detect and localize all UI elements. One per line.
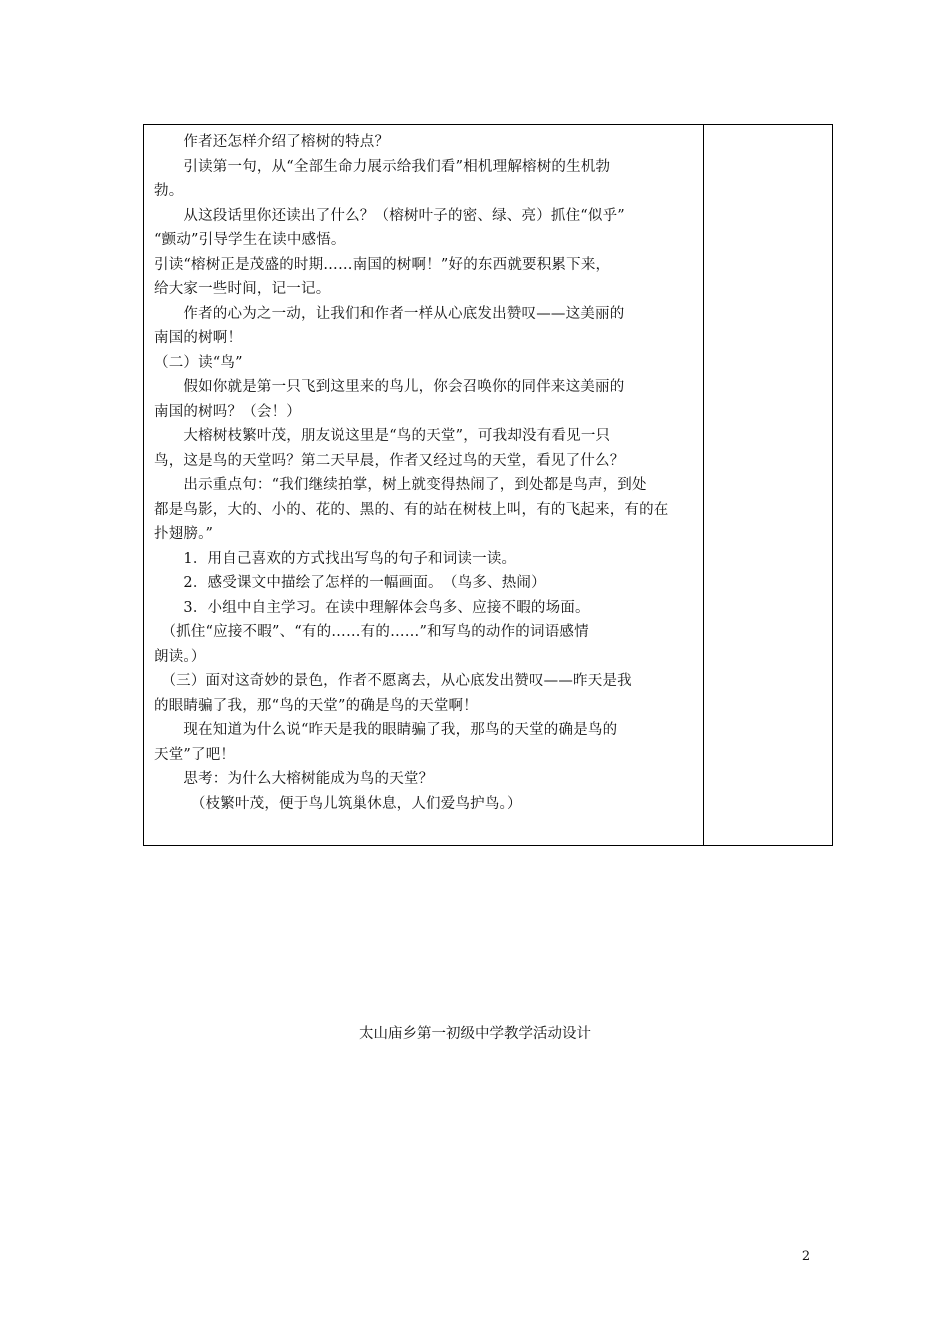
- text-line: 作者的心为之一动，让我们和作者一样从心底发出赞叹——这美丽的: [154, 305, 625, 322]
- text-line: 都是鸟影，大的、小的、花的、黑的、有的站在树枝上叫，有的飞起来，有的在: [154, 501, 669, 518]
- text-line: 引读“榕树正是茂盛的时期……南国的树啊！”好的东西就要积累下来，: [154, 256, 611, 273]
- text-line: 大榕树枝繁叶茂，朋友说这里是“鸟的天堂”，可我却没有看见一只: [154, 428, 611, 444]
- text-line: 作者还怎样介绍了榕树的特点？: [154, 134, 390, 150]
- text-line: 南国的树吗？（会！）: [154, 403, 301, 420]
- lesson-plan-table: [143, 124, 833, 846]
- text-line: 给大家一些时间，记一记。: [154, 281, 331, 297]
- text-line: 引读第一句，从“全部生命力展示给我们看”相机理解榕树的生机勃: [154, 158, 611, 175]
- page-number: 2: [801, 1249, 811, 1264]
- text-line: 出示重点句：“我们继续拍掌，树上就变得热闹了，到处都是鸟声，到处: [154, 477, 647, 493]
- list-item: 1．用自己喜欢的方式找出写鸟的句子和词读一读。: [154, 550, 517, 567]
- text-line: （抓住“应接不暇”、“有的……有的……”和写鸟的动作的词语感情: [154, 624, 589, 640]
- lesson-content-cell: [144, 125, 704, 845]
- text-line: 从这段话里你还读出了什么？（榕树叶子的密、绿、亮）抓住“似乎”: [154, 207, 625, 224]
- text-line: 假如你就是第一只飞到这里来的鸟儿，你会召唤你的同伴来这美丽的: [154, 379, 625, 395]
- text-line: 天堂”了吧！: [154, 746, 236, 763]
- text-line: 的眼睛骗了我，那“鸟的天堂”的确是鸟的天堂啊！: [154, 697, 478, 714]
- text-line: 朗读。）: [154, 648, 206, 665]
- section-heading: （三）面对这奇妙的景色，作者不愿离去，从心底发出赞叹——昨天是我: [154, 673, 632, 689]
- notes-cell: [704, 125, 832, 845]
- text-line: 现在知道为什么说“昨天是我的眼睛骗了我，那鸟的天堂的确是鸟的: [154, 722, 618, 738]
- list-item: 3．小组中自主学习。在读中理解体会鸟多、应接不暇的场面。: [154, 599, 590, 616]
- text-line: 扑翅膀。”: [154, 526, 214, 542]
- text-line: 思考：为什么大榕树能成为鸟的天堂？: [154, 771, 434, 787]
- list-item: 2．感受课文中描绘了怎样的一幅画面。 （鸟多、热闹）: [154, 575, 546, 591]
- text-line: （枝繁叶茂，便于鸟儿筑巢休息，人们爱鸟护鸟。）: [154, 795, 522, 812]
- section-heading: （二）读“鸟”: [154, 354, 243, 371]
- text-line: 勃。: [154, 183, 184, 199]
- text-line: “颤动”引导学生在读中感悟。: [154, 232, 346, 248]
- text-line: 鸟，这是鸟的天堂吗？第二天早晨，作者又经过鸟的天堂，看见了什么？: [154, 452, 625, 469]
- footer-title: 太山庙乡第一初级中学教学活动设计: [359, 1026, 591, 1042]
- text-line: 南国的树啊！: [154, 330, 243, 346]
